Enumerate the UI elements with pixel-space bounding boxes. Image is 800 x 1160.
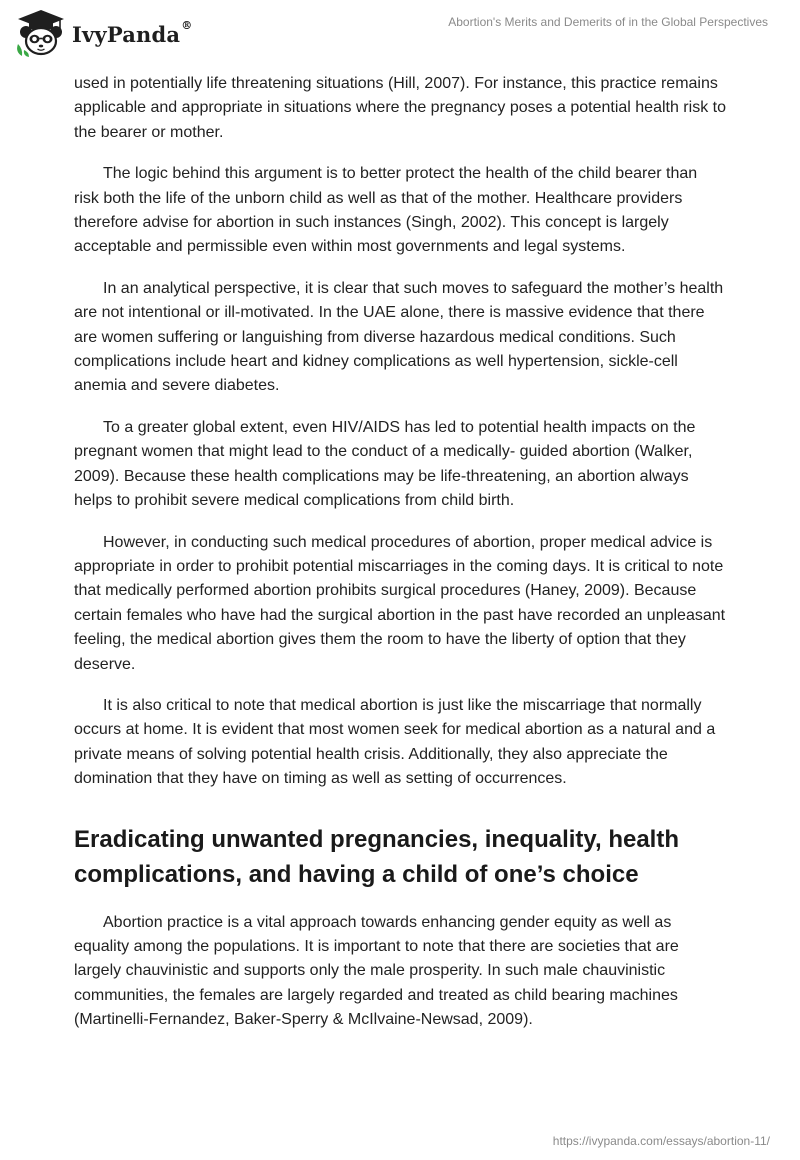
paragraph: However, in conducting such medical procedures of abortion, proper medical advice is appropriate in order to prohibit potential miscarriages in the coming days. It is critical to note that medically performed abortion prohibits surgical procedures (Haney, 2009). Because certain females who have had the surgical abortion in the past have recorded an unpleasant feeling, the medical abortion gives them the room to have the liberty of option that they deserve. bbox=[74, 533, 726, 673]
paragraph: The logic behind this argument is to better protect the health of the child bearer than risk both the life of the unborn child as well as that of the mother. Healthcare providers therefore advise for abortion in such instances (Singh, 2002). This concept is largely acceptable and permissible even within most governments and legal systems. bbox=[74, 165, 698, 256]
document-title: Abortion's Merits and Demerits of in the Global Perspectives bbox=[448, 15, 768, 29]
paragraph: In an analytical perspective, it is clear that such moves to safeguard the mother’s health are not intentional or ill-motivated. In the UAE alone, there is massive evidence that there are women suffering or languishing from diverse hazardous medical conditions. Such complications include heart and kidney complications as well hypertension, sickle-cell anemia and severe diabetes. bbox=[74, 279, 724, 395]
brand-name-text: IvyPanda bbox=[72, 21, 181, 47]
section-heading: Eradicating unwanted pregnancies, inequality, health complications, and having a child of one’s choice bbox=[74, 825, 680, 888]
ivypanda-logo[interactable] bbox=[14, 8, 192, 58]
brand-name bbox=[72, 18, 193, 47]
source-url[interactable]: https://ivypanda.com/essays/abortion-11/ bbox=[552, 1134, 770, 1148]
panda-graduation-cap-icon bbox=[14, 8, 68, 58]
paragraph: It is also critical to note that medical abortion is just like the miscarriage that normally occurs at home. It is evident that most women seek for medical abortion as a natural and a private means of solving potential health crisis. Additionally, they also appreciate the domination that they have on timing as well as setting of occurrences. bbox=[74, 696, 716, 788]
registered-mark: ® bbox=[181, 18, 193, 32]
page-header bbox=[0, 0, 800, 70]
paragraph: used in potentially life threatening situations (Hill, 2007). For instance, this practice remains applicable and appropriate in situations where the pregnancy poses a potential health risk to the bearer or mother. bbox=[74, 75, 726, 141]
paragraph: To a greater global extent, even HIV/AIDS has led to potential health impacts on the pregnant women that might lead to the conduct of a medically- guided abortion (Walker, 2009). Because these health complications may be life-threatening, an abortion always helps to prohibit severe medical complications from child birth. bbox=[74, 418, 696, 510]
essay-body bbox=[74, 72, 726, 1050]
paragraph: Abortion practice is a vital approach towards enhancing gender equity as well as equality among the populations. It is important to note that there are societies that are largely chauvinistic and supports only the male prosperity. In such male chauvinistic communities, the females are largely regarded and treated as child bearing machines (Martinelli-Fernandez, Baker-Sperry & McIlvaine-Newsad, 2009). bbox=[74, 913, 679, 1029]
